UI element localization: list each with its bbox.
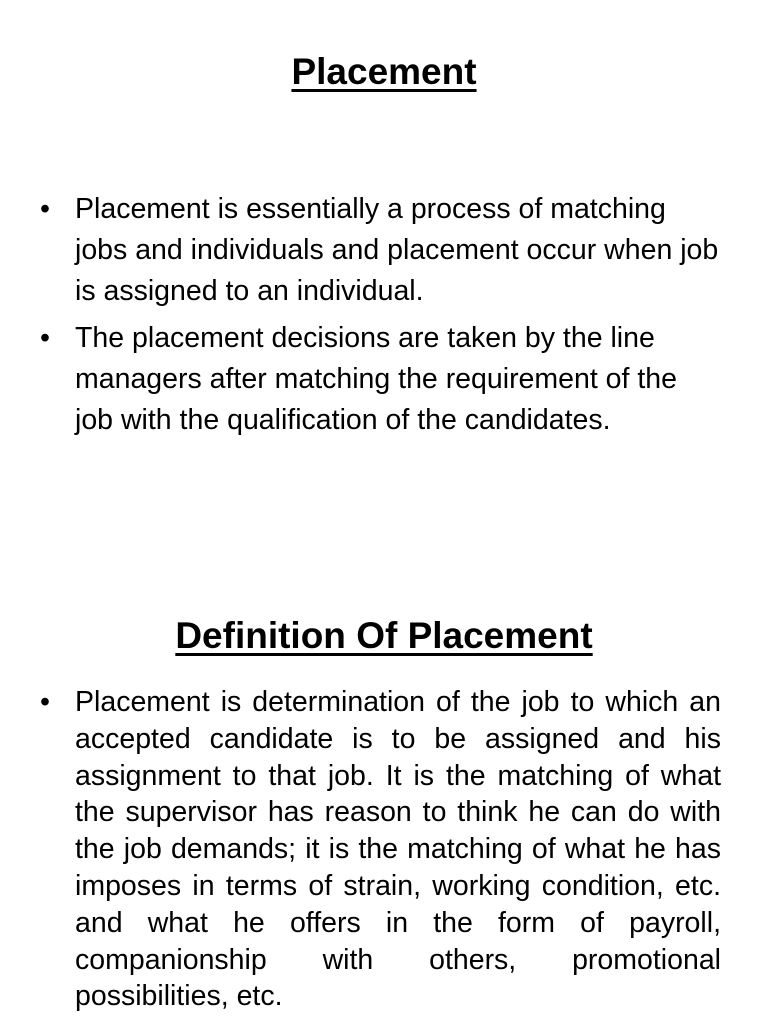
bullet-text: Placement is determination of the job to which an accepted candidate is to be assigned and his assignment to that job. It is the matching of what the supervisor has reason to think he can do with the job demands; it is the matching of what he has imposes in terms of strain, working condition, etc. and what he offers in the form of payroll, companionship with others, promotional possibilities, etc. [75,686,721,1013]
bullet-item [40,318,720,441]
bullet-item [40,189,720,312]
slide-title: Definition Of Placement [175,615,593,656]
bullet-icon: • [40,686,50,718]
bullet-icon: • [40,193,50,225]
slide-title: Placement [291,51,477,92]
bullet-list [40,189,720,447]
bullet-text: The placement decisions are taken by the line managers after matching the requirement of the job with the qualification of the candidates. [75,322,677,436]
bullet-item [40,684,721,1015]
slide-definition-of-placement [0,512,768,1024]
bullet-list [40,684,721,1021]
bullet-text: Placement is essentially a process of matching jobs and individuals and placement occur when job is assigned to an individual. [75,193,719,307]
bullet-icon: • [40,322,50,354]
